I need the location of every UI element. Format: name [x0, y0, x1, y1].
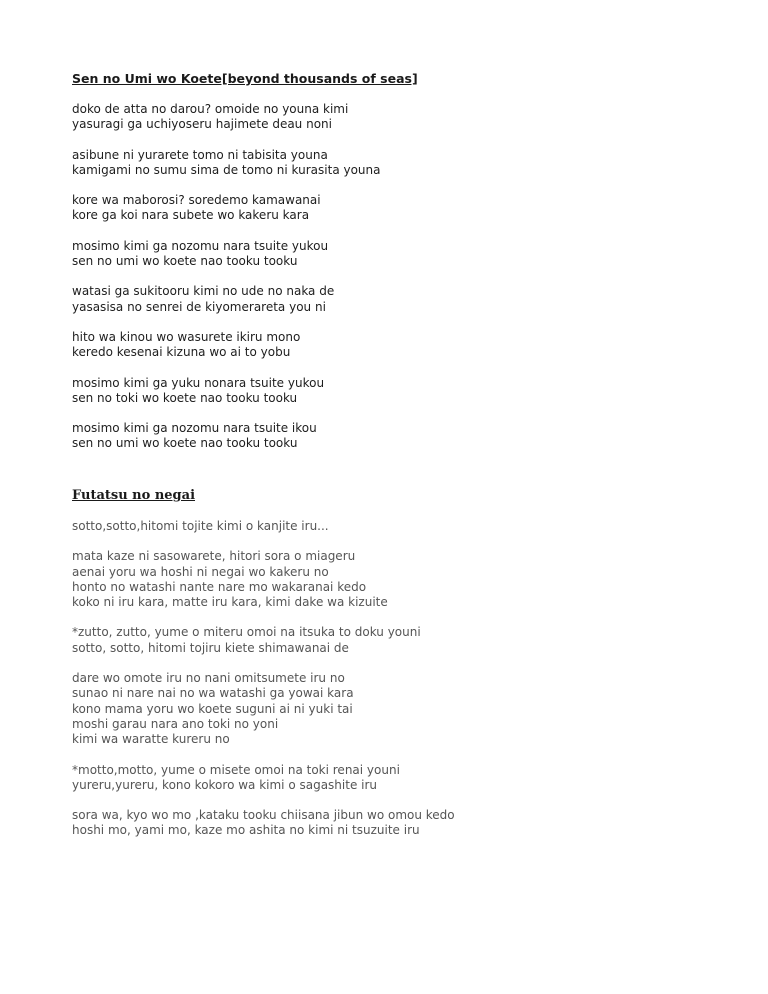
lyric-line: mosimo kimi ga yuku nonara tsuite yukou — [72, 375, 325, 390]
stanza — [72, 519, 712, 534]
lyric-line: sotto, sotto, hitomi tojiru kiete shimawanai de — [72, 640, 349, 655]
lyric-line: yasasisa no senrei de kiyomerareta you ni — [72, 299, 326, 314]
lyric-line: *zutto, zutto, yume o miteru omoi na itsuka to doku youni — [72, 625, 421, 640]
lyric-line: watasi ga sukitooru kimi no ude no naka de — [72, 284, 335, 299]
stanza — [72, 671, 712, 747]
stanza — [72, 239, 712, 270]
lyric-line: sotto,sotto,hitomi tojite kimi o kanjite iru... — [72, 519, 329, 533]
lyric-line: mata kaze ni sasowarete, hitori sora o miageru — [72, 549, 356, 564]
lyric-line: sen no toki wo koete nao tooku tooku — [72, 390, 298, 405]
lyric-line: kore wa maborosi? soredemo kamawanai — [72, 193, 321, 208]
lyric-line: *motto,motto, yume o misete omoi na toki renai youni — [72, 762, 400, 777]
lyric-line: mosimo kimi ga nozomu nara tsuite yukou — [72, 238, 329, 253]
lyric-line: asibune ni yurarete tomo ni tabisita youna — [72, 147, 328, 162]
lyric-line: kimi wa waratte kureru no — [72, 732, 230, 747]
lyric-line: yureru,yureru, kono kokoro wa kimi o sagashite iru — [72, 777, 378, 792]
lyric-line: kono mama yoru wo koete suguni ai ni yuki tai — [72, 701, 353, 716]
lyric-line: sora wa, kyo wo mo ,kataku tooku chiisana jibun wo omou kedo — [72, 808, 455, 823]
stanza — [72, 808, 712, 839]
lyric-line: dare wo omote iru no nani omitsumete iru no — [72, 671, 345, 686]
stanza — [72, 193, 712, 224]
stanza — [72, 284, 712, 315]
lyric-line: sen no umi wo koete nao tooku tooku — [72, 436, 298, 451]
stanza — [72, 376, 712, 407]
lyric-line: hoshi mo, yami mo, kaze mo ashita no kimi ni tsuzuite iru — [72, 823, 420, 838]
lyric-line: yasuragi ga uchiyoseru hajimete deau noni — [72, 117, 332, 132]
stanza — [72, 148, 712, 179]
lyrics-body — [72, 102, 712, 452]
stanza — [72, 763, 712, 794]
stanza — [72, 102, 712, 133]
lyric-line: aenai yoru wa hoshi ni negai wo kakeru no — [72, 564, 329, 579]
song-title: Sen no Umi wo Koete[beyond thousands of seas] — [72, 71, 418, 86]
lyric-line: moshi garau nara ano toki no yoni — [72, 716, 279, 731]
song-section — [72, 70, 712, 452]
lyric-line: sen no umi wo koete nao tooku tooku — [72, 254, 298, 269]
lyric-line: honto no watashi nante nare mo wakaranai kedo — [72, 579, 367, 594]
lyric-line: hito wa kinou wo wasurete ikiru mono — [72, 329, 301, 344]
song-section — [72, 487, 712, 839]
lyric-line: doko de atta no darou? omoide no youna kimi — [72, 102, 349, 116]
stanza — [72, 421, 712, 452]
lyric-line: mosimo kimi ga nozomu nara tsuite ikou — [72, 421, 317, 436]
lyric-line: kore ga koi nara subete wo kakeru kara — [72, 208, 310, 223]
lyric-line: koko ni iru kara, matte iru kara, kimi dake wa kizuite — [72, 595, 388, 610]
lyric-line: sunao ni nare nai no wa watashi ga yowai kara — [72, 686, 354, 701]
stanza — [72, 625, 712, 656]
stanza — [72, 549, 712, 610]
song-title: Futatsu no negai — [72, 488, 196, 503]
lyric-line: kamigami no sumu sima de tomo ni kurasita youna — [72, 162, 381, 177]
lyric-line: keredo kesenai kizuna wo ai to yobu — [72, 345, 291, 360]
stanza — [72, 330, 712, 361]
lyrics-body — [72, 519, 712, 839]
